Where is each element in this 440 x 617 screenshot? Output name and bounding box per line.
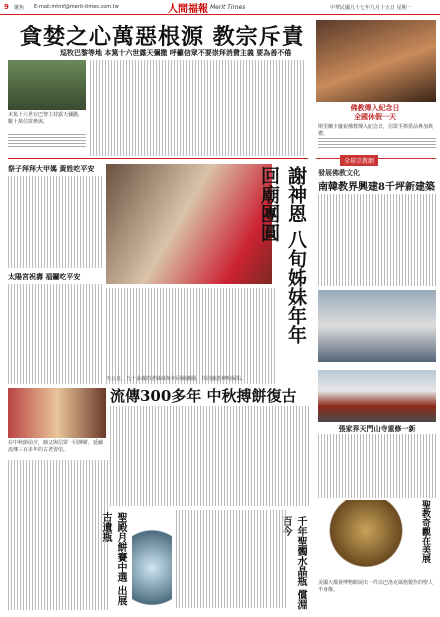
statue-caption: 美國大都會博物館展出一件以巴洛克風格製作的聖人半身像。: [318, 580, 434, 593]
mooncake-article-body: [110, 406, 310, 506]
crystal-vase-photo: [132, 510, 172, 606]
tw-col-body-1: [8, 176, 104, 268]
museum-vertical-headline-2: 千年聖髑水晶瓶 償淵: [295, 516, 306, 610]
ceremony-caption-title: 佛教傳入紀念日: [350, 103, 400, 112]
lead-subtitle: 巡牧巴黎等地 本篤十六世露天彌撒 呼籲信眾不要崇拜消費主義 要為善不倦: [60, 48, 292, 57]
mooncake-side-body: [8, 460, 108, 610]
korea-headline: 南韓教界興建8千坪新建築: [318, 182, 435, 193]
lead-photo: [8, 60, 86, 110]
museum-vertical-headline-3: 聖殿月餅賽中選 出展古遺瓶: [100, 512, 126, 606]
email-link[interactable]: E-mail:mtmf@merit-times.com.tw: [34, 4, 119, 10]
section-tag: 全球宗教網: [340, 155, 378, 166]
museum-side-body: [270, 510, 286, 608]
masthead-english: Merit Times: [210, 4, 246, 11]
mooncake-headline: 流傳300多年 中秋搏餅復古: [110, 387, 297, 405]
tw-col-head-1: 祭子拜拜大甲媽 黃姓吃平安: [8, 164, 95, 173]
tw-vertical-headline: 謝神恩 八旬姊妹年年回廟團圓: [258, 166, 307, 344]
section-divider: [8, 158, 308, 159]
lead-photo-caption: 本篤十六世在巴黎主持露天彌撒，數十萬信眾參與。: [8, 112, 84, 125]
temple-photo: [318, 370, 436, 422]
statue-photo: [320, 500, 412, 576]
masthead-logo: 人間福報: [168, 4, 208, 15]
tw-col-head-2: 太陽宮祝壽 福鑼吃平安: [8, 272, 81, 281]
tw-photo-caption: 天公自，九十多歲的老姊妹每年回廟團圓，共同感恩神明保佑。: [106, 376, 247, 382]
tw-story-body: [106, 288, 276, 384]
mooncake-photo-caption: 在中秋節前夕，師父與信眾一同搏餅，延續流傳三百多年的古老習俗。: [8, 440, 104, 453]
korea-building-photo: [318, 290, 436, 362]
ceremony-photo: [316, 20, 436, 102]
page-number: 9: [4, 3, 9, 11]
korea-kicker: 發展佛教文化: [318, 168, 360, 177]
tw-story-photo: [106, 164, 272, 284]
section-label: 聚焦: [14, 5, 25, 11]
ceremony-caption-sub: 全國休假一天: [354, 112, 396, 121]
issue-date: 中華民國九十七年九月十五日 星期一: [330, 5, 412, 11]
lead-headline: 貪婪之心萬惡根源 教宗斥責: [20, 24, 305, 50]
lead-article-body: [90, 60, 306, 156]
museum-article-body: [176, 510, 268, 608]
tw-col-body-2: [8, 284, 104, 384]
page-header: [0, 0, 440, 15]
temple-caption: 張家界天門山寺重修一新: [338, 424, 416, 433]
ceremony-caption-text: 斯里蘭卡慶祝佛教傳入紀念日，信眾手捧供品參加典禮。: [318, 124, 434, 137]
lead-body-text: [8, 134, 86, 148]
temple-article-body: [318, 434, 436, 498]
statue-vertical-headline: 聖教奇觀在美展: [420, 500, 430, 563]
mooncake-photo: [8, 388, 106, 438]
ceremony-body-text: [318, 138, 436, 148]
korea-article-body: [318, 194, 436, 286]
